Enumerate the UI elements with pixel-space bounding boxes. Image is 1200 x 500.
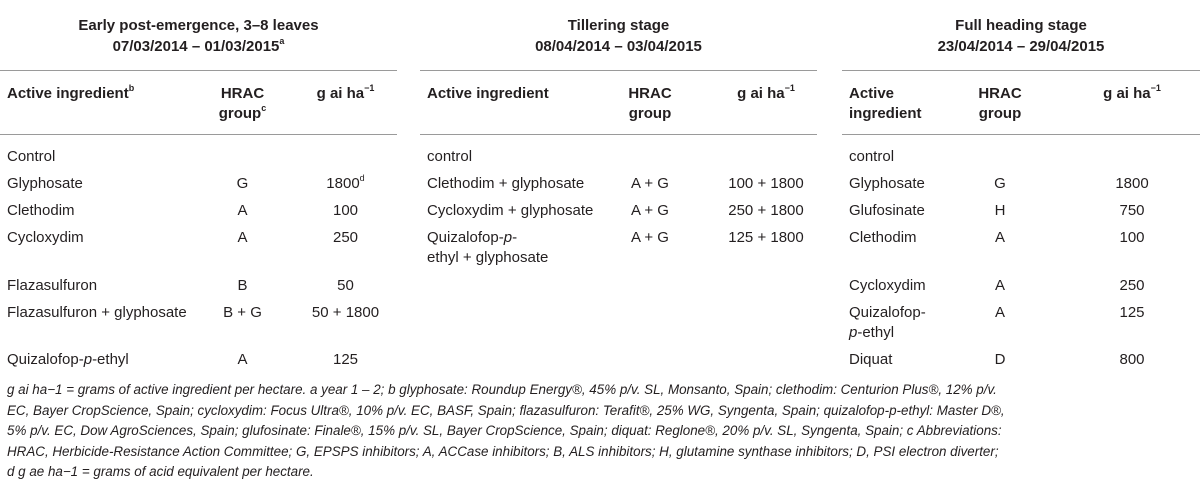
table-row: Glyphosate <box>849 175 925 192</box>
table-row: control <box>427 148 473 165</box>
table-footnote <box>7 380 1197 483</box>
rate-cell: 250 <box>332 229 359 246</box>
table-row: Flazasulfuron + glyphosate <box>7 304 187 321</box>
hrac-cell: A + G <box>631 175 669 192</box>
hrac-cell: A <box>994 304 1005 321</box>
table-row: Clethodim <box>849 229 917 246</box>
hrac-cell: G <box>994 175 1006 192</box>
stage-title: Tillering stage <box>567 17 670 34</box>
column-header-active-ingredient: Active ingredient <box>849 85 922 122</box>
column-header-hrac: HRAC group <box>628 85 672 122</box>
header-rule-top <box>0 70 397 71</box>
table-row: control <box>849 148 895 165</box>
hrac-cell: A + G <box>631 202 669 219</box>
rate-cell: 1800$^d$ <box>326 173 365 192</box>
table-row: Control <box>7 148 56 165</box>
table-row: Clethodim <box>7 202 75 219</box>
column-header-hrac: HRAC group$^c$ <box>218 85 267 122</box>
footnote-line: HRAC, Herbicide-Resistance Action Committee; G, EPSPS inhibitors; A, ACCase inhibitors; B, ALS inhibitors; H, glutamine synthase inhibitors; D, PSI electron diverter; <box>7 443 999 459</box>
table-row: Quizalofop-p- ethyl + glyphosate <box>427 229 549 266</box>
stage-title: Full heading stage <box>955 17 1087 34</box>
rate-cell: 1800 <box>1115 175 1149 192</box>
stage-header <box>842 0 1200 60</box>
rate-cell: 800 <box>1119 351 1145 368</box>
stage-header <box>0 0 397 60</box>
hrac-cell: B <box>237 277 248 294</box>
table-row: Clethodim + glyphosate <box>427 175 585 192</box>
footnote-line: EC, Bayer CropScience, Spain; cycloxydim: Focus Ultra®, 10% p/v. EC, BASF, Spain; flazasulfuron: Terafit®, 25% WG, Syngenta, Spain; quizalofop-p-ethyl: Master D®, <box>7 402 1005 418</box>
table-row: Quizalofop-p-ethyl <box>7 351 129 368</box>
footnote-line: g ai ha−1 = grams of active ingredient per hectare. a year 1 – 2; b glyphosate: Roundup Energy®, 45% p/v. SL, Monsanto, Spain; clethodim: Centurion Plus®, 12% p/v. <box>7 382 997 397</box>
stage-dates: 07/03/2014 – 01/03/2015$^a$ <box>112 36 285 55</box>
stage-title: Early post-emergence, 3–8 leaves <box>78 17 319 34</box>
panel-tillering-stage <box>420 0 817 266</box>
header-rule-bottom <box>420 134 817 135</box>
hrac-cell: A <box>994 277 1005 294</box>
rate-cell: 250 <box>1119 277 1145 294</box>
table-row: Cycloxydim <box>849 277 926 294</box>
header-rule-bottom <box>842 134 1200 135</box>
rate-cell: 50 <box>337 277 354 294</box>
panel-early-post-emergence <box>0 0 397 368</box>
footnote-line: 5% p/v. EC, Dow AgroSciences, Spain; glufosinate: Finale®, 15% p/v. SL, Bayer CropScience, Spain; diquat: Reglone®, 20% p/v. SL, Syngenta, Spain; c Abbreviations: <box>7 423 1002 439</box>
hrac-cell: A <box>237 202 248 219</box>
table-row: Glufosinate <box>849 202 925 219</box>
column-header-rate: g ai $ha^{-1}$ <box>737 83 795 102</box>
header-rule-top <box>420 70 817 71</box>
column-header-active-ingredient: Active ingredient$^b$ <box>7 83 135 102</box>
header-rule-bottom <box>0 134 397 135</box>
column-header-rate: g ai $ha^{-1}$ <box>1103 83 1161 102</box>
column-header-hrac: HRAC group <box>978 85 1022 122</box>
hrac-cell: A <box>237 229 248 246</box>
stage-dates: 23/04/2014 – 29/04/2015 <box>937 38 1105 55</box>
table-row: Glyphosate <box>7 175 83 192</box>
rate-cell: 100 <box>332 202 359 219</box>
stage-dates: 08/04/2014 – 03/04/2015 <box>535 38 702 55</box>
table-row: Quizalofop- p-ethyl <box>849 304 926 341</box>
rate-cell: 100 <box>1119 229 1145 246</box>
hrac-cell: A <box>237 351 248 368</box>
hrac-cell: A + G <box>631 229 669 246</box>
stage-header <box>420 0 817 60</box>
rate-cell: 125 <box>1119 304 1145 321</box>
header-rule-top <box>842 70 1200 71</box>
hrac-cell: D <box>994 351 1006 368</box>
table-row: Cycloxydim <box>7 229 84 246</box>
column-header-rate: g ai $ha^{-1}$ <box>316 83 375 102</box>
table-row: Cycloxydim + glyphosate <box>427 202 594 219</box>
rate-cell: 750 <box>1119 202 1145 219</box>
hrac-cell: H <box>994 202 1006 219</box>
rate-cell: 125 <box>332 351 359 368</box>
panel-full-heading-stage <box>842 0 1200 368</box>
hrac-cell: B + G <box>223 304 262 321</box>
hrac-cell: A <box>994 229 1005 246</box>
column-header-active-ingredient: Active ingredient <box>427 85 549 102</box>
rate-cell: 250 + 1800 <box>728 202 804 219</box>
footnote-line: d g ae ha−1 = grams of acid equivalent per hectare. <box>7 464 314 480</box>
rate-cell: 50 + 1800 <box>311 304 380 321</box>
table-row: Flazasulfuron <box>7 277 98 294</box>
hrac-cell: G <box>236 175 249 192</box>
rate-cell: 100 + 1800 <box>728 175 804 192</box>
table-row: Diquat <box>849 351 893 368</box>
rate-cell: 125 + 1800 <box>728 229 804 246</box>
